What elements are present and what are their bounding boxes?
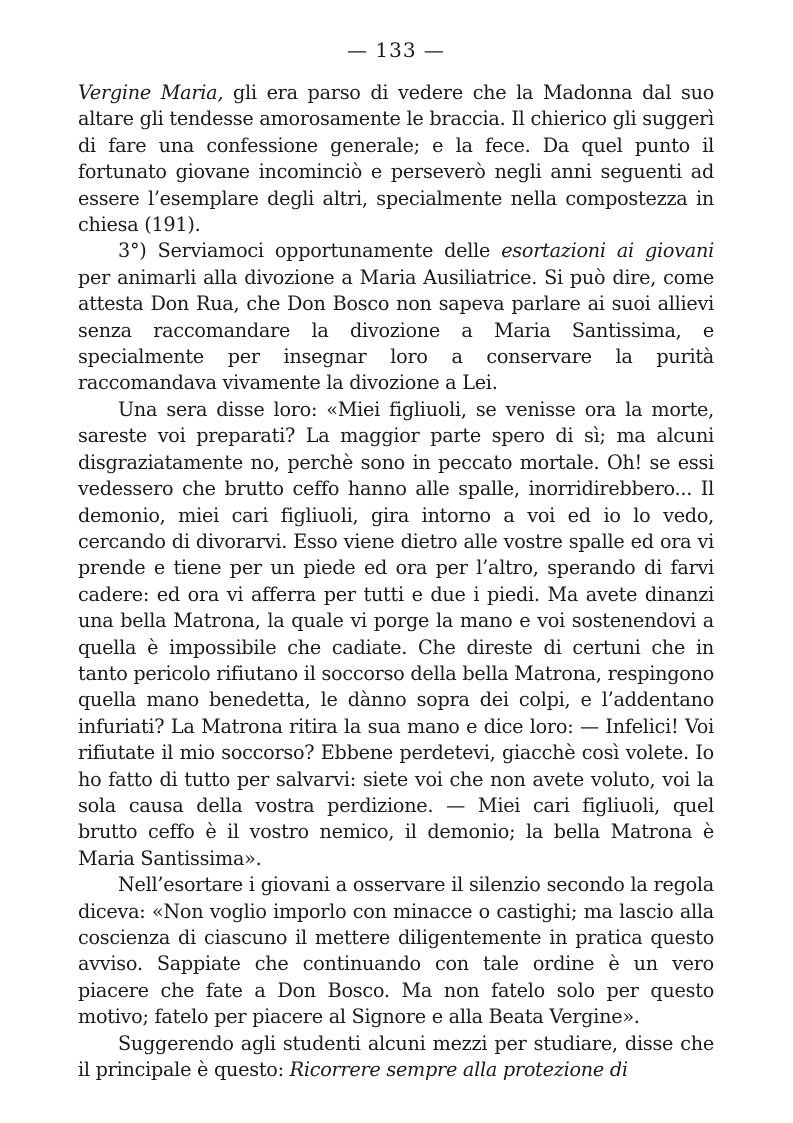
- paragraph: [78, 1031, 714, 1084]
- book-page: [78, 36, 714, 1111]
- body-text: [78, 80, 714, 1083]
- italic-run: Ricorrere sempre alla protezione di: [289, 1058, 628, 1082]
- italic-run: Vergine Maria,: [78, 81, 224, 104]
- paragraph: [78, 80, 714, 238]
- text-run: 3°) Serviamoci opportunamente delle: [118, 239, 502, 263]
- text-run: Suggerendo agli studenti alcuni mezzi per studiare, disse che il principale è questo:: [78, 1031, 714, 1082]
- text-run: Nell’esortare i giovani a osservare il silenzio secondo la regola diceva: «Non voglio imporlo con minacce o castighi; ma lascio alla coscienza di ciascuno il mettere diligentemente in pratica questo avviso. Sappiate che continuando con tale ordine è un vero piacere che fate a Don Bosco. Ma non fatelo solo per questo motivo; fatelo per piacere al Signore e alla Beata Vergine».: [78, 873, 714, 1029]
- text-run: per animarli alla divozione a Maria Ausiliatrice. Si può dire, come attesta Don Rua, che Don Bosco non sapeva parlare ai suoi allievi senza raccomandare la divozione a Maria Santissima, e specialmente per insegnar loro a conservare la purità raccomandava vivamente la divozione a Lei.: [78, 265, 714, 395]
- text-run: gli era parso di vedere che la Madonna dal suo altare gli tendesse amorosamente le braccia. Il chierico gli suggerì di fare una confessione generale; e la fece. Da quel punto il fortunato giovane incominciò e perseverò negli anni seguenti ad essere l’esemplare degli altri, specialmente nella compostezza in chiesa (191).: [78, 81, 714, 237]
- italic-run: esortazioni ai giovani: [501, 239, 714, 263]
- text-run: Una sera disse loro: «Miei figliuoli, se venisse ora la morte, sareste voi preparati? La maggior parte spero di sì; ma alcuni disgraziatamente no, perchè sono in peccato mortale. Oh! se essi vedessero che brutto ceffo hanno alle spalle, inorridirebbero... Il demonio, miei cari figliuoli, gira intorno a voi ed io lo vedo, cercando di divorarvi. Esso viene dietro alle vostre spalle ed ora vi prende e tiene per un piede ed ora per l’altro, sperando di farvi cadere: ed ora vi afferra per tutti e due i piedi. Ma avete dinanzi una bella Matrona, la quale vi porge la mano e voi sostenendovi a quella è impossibile che cadiate. Che direste di certuni che in tanto pericolo rifiutano il soccorso della bella Matrona, respingono quella mano benedetta, le dànno sopra dei colpi, e l’addentano infuriati? La Matrona ritira la sua mano e dice loro: — Infelici! Voi rifiutate il mio soccorso? Ebbene perdetevi, giacchè così volete. Io ho fatto di tutto per salvarvi: siete voi che non avete voluto, voi la sola causa della vostra perdizione. — Miei cari figliuoli, quel brutto ceffo è il vostro nemico, il demonio; la bella Matrona è Maria Santissima».: [78, 397, 714, 870]
- paragraph: [78, 397, 714, 872]
- paragraph: [78, 872, 714, 1030]
- paragraph: [78, 238, 714, 396]
- page-number: — 133 —: [347, 38, 445, 62]
